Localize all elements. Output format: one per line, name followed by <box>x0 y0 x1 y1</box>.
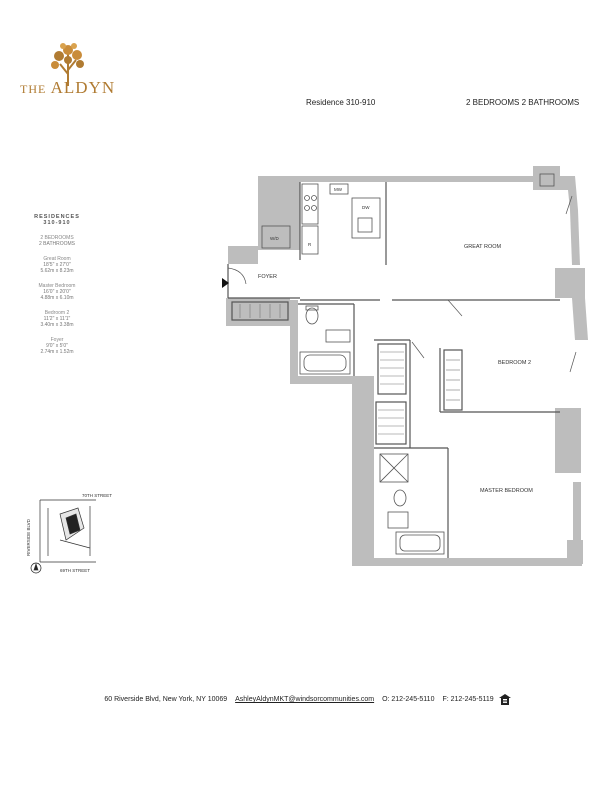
brand-logo-the: THE <box>20 82 47 96</box>
spec-value-metric: 5.62m x 8.23m <box>40 268 74 274</box>
keyplan-street-bottom: 69TH STREET <box>60 568 91 573</box>
label-master-bedroom: MASTER BEDROOM <box>480 488 533 494</box>
label-great-room: GREAT ROOM <box>464 244 502 250</box>
footer-email-link[interactable]: AshleyAldynMKT@windsorcommunities.com <box>235 696 375 704</box>
footer-contact <box>0 694 612 705</box>
label-microwave: MW <box>334 187 342 192</box>
keyplan-avenue-left: RIVERSIDE BLVD <box>26 519 31 556</box>
spec-label: Foyer <box>50 337 64 343</box>
spec-value: 18'5" x 27'0" <box>43 262 71 268</box>
footer-phone: O: 212-245-5110 <box>382 696 435 704</box>
equal-housing-icon <box>499 694 511 705</box>
residence-number: Residence 310-910 <box>306 98 376 107</box>
label-washer-dryer: W/D <box>270 236 279 241</box>
spec-value-metric: 4.88m x 6.10m <box>40 295 74 301</box>
spec-value-metric: 2.74m x 1.52m <box>40 349 74 355</box>
spec-label: Master Bedroom <box>38 283 76 289</box>
footer-address: 60 Riverside Blvd, New York, NY 10069 <box>104 696 228 704</box>
spec-value-metric: 3.40m x 3.38m <box>40 322 74 328</box>
keyplan-street-top: 70TH STREET <box>82 493 113 498</box>
label-refrigerator: R <box>308 242 312 247</box>
spec-value: 16'0" x 20'0" <box>43 289 71 295</box>
spec-value: 11'2" x 11'1" <box>43 316 71 322</box>
label-bedroom-2: BEDROOM 2 <box>498 360 532 366</box>
spec-value: 2 BATHROOMS <box>38 241 76 247</box>
label-dishwasher: DW <box>362 205 370 210</box>
spec-value: 9'0" x 5'0" <box>46 343 68 349</box>
key-plan <box>31 500 96 573</box>
brand-logo-name: ALDYN <box>50 78 116 97</box>
footer-fax: F: 212-245-5119 <box>442 696 494 704</box>
label-foyer: FOYER <box>258 274 277 280</box>
spec-label: Bedroom 2 <box>44 310 70 316</box>
spec-title-line1: RESIDENCES <box>34 214 80 220</box>
spec-title-line2: 310-910 <box>43 220 71 226</box>
spec-label: Great Room <box>43 256 71 262</box>
bedrooms-bathrooms: 2 BEDROOMS 2 BATHROOMS <box>466 98 580 107</box>
spec-label: 2 BEDROOMS <box>40 235 74 241</box>
